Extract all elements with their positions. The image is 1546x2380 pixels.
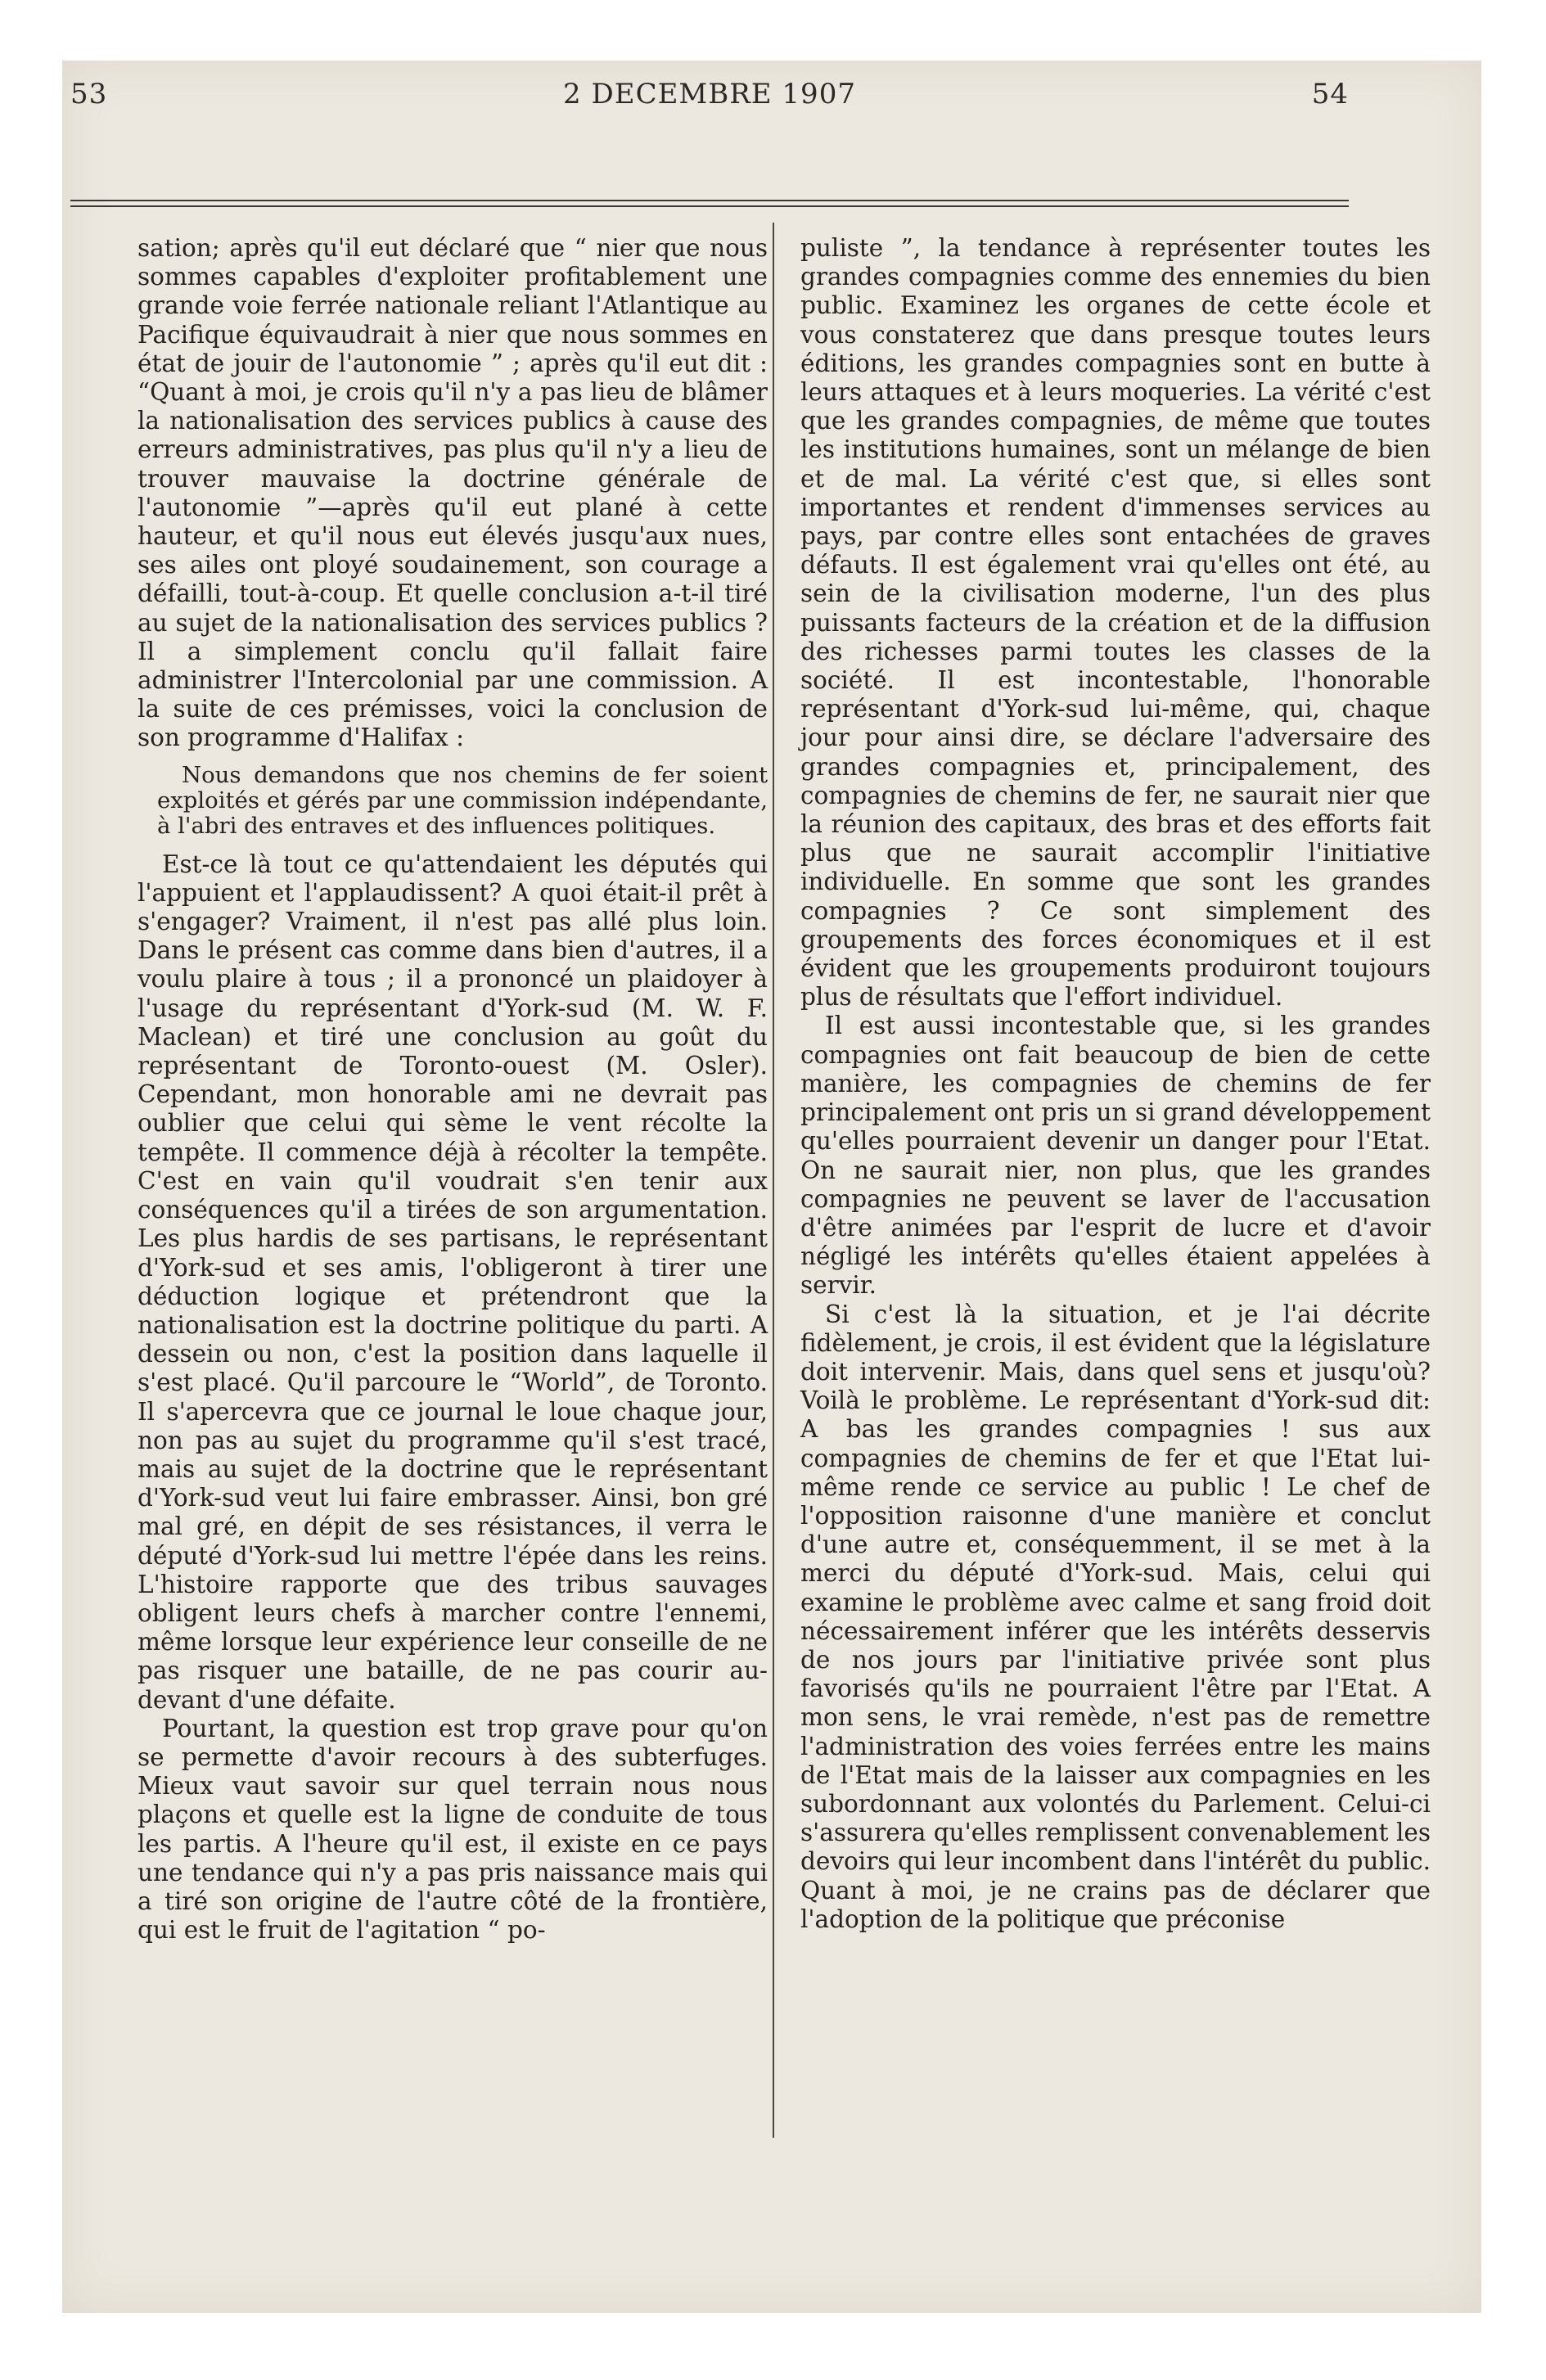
header-rule-top	[70, 200, 1349, 201]
left-page-number: 53	[70, 78, 108, 110]
right-page-number: 54	[1311, 78, 1349, 110]
right-paragraph-1: puliste ”, la tendance à représenter toutes les grandes compagnies comme des ennemies du bien public. Examinez les organes de cette école et vous constaterez que dans presque toutes leurs éditions, les grandes compagnies sont en butte à leurs attaques et à leurs moqueries. La vérité c'est que les grandes compagnies, de même que toutes les institutions humaines, sont un mélange de bien et de mal. La vérité c'est que, si elles sont importantes et rendent d'immenses services au pays, par contre elles sont entachées de graves défauts. Il est également vrai qu'elles ont été, au sein de la civilisation moderne, l'un des plus puissants facteurs de la création et de la diffusion des richesses parmi toutes les classes de la société. Il est incontestable, l'honorable représentant d'York-sud lui-même, qui, chaque jour pour ainsi dire, se déclare l'adversaire des grandes compagnies et, principalement, des compagnies de chemins de fer, ne saurait nier que la réunion des capitaux, des bras et des efforts fait plus que ne saurait accomplir l'initiative individuelle. En somme que sont les grandes compagnies ? Ce sont simplement des groupements des forces économiques et il est évident que les groupements produiront toujours plus de résultats que l'effort individuel.	[800, 234, 1431, 1012]
column-divider	[773, 223, 774, 2138]
right-paragraph-2: Il est aussi incontestable que, si les grandes compagnies ont fait beaucoup de bien de cette manière, les compagnies de chemins de fer principalement ont pris un si grand développement qu'elles pourraient devenir un danger pour l'Etat. On ne saurait nier, non plus, que les grandes compagnies ne peuvent se laver de l'accusation d'être animées par l'esprit de lucre et d'avoir négligé les intérêts qu'elles étaient appelées à servir.	[800, 1012, 1431, 1300]
page-date-title: 2 DECEMBRE 1907	[563, 78, 856, 110]
header-rule-bottom	[70, 205, 1349, 207]
left-column	[137, 234, 768, 1945]
right-paragraph-3: Si c'est là la situation, et je l'ai décrite fidèlement, je crois, il est évident que la législature doit intervenir. Mais, dans quel sens et jusqu'où? Voilà le problème. Le représentant d'York-sud dit: A bas les grandes compagnies ! sus aux compagnies de chemins de fer et que l'Etat lui-même rende ce service au public ! Le chef de l'opposition raisonne d'une manière et conclut d'une autre et, conséquemment, il se met à la merci du député d'York-sud. Mais, celui qui examine le problème avec calme et sang froid doit nécessairement inférer que les intérêts desservis de nos jours par l'initiative privée sont plus favorisés qu'ils ne pourraient l'être par l'Etat. A mon sens, le vrai remède, n'est pas de remettre l'administration des voies ferrées entre les mains de l'Etat mais de la laisser aux compagnies en les subordonnant aux volontés du Parlement. Celui-ci s'assurera qu'elles remplissent convenablement les devoirs qui leur incombent dans l'intérêt du public. Quant à moi, je ne crains pas de déclarer que l'adoption de la politique que préconise	[800, 1300, 1431, 1933]
block-quote: Nous demandons que nos chemins de fer soient exploités et gérés par une commission indépendante, à l'abri des entraves et des influences politiques.	[157, 761, 768, 839]
page-header	[70, 78, 1349, 135]
right-column	[800, 234, 1431, 1934]
left-paragraph-1: sation; après qu'il eut déclaré que “ nier que nous sommes capables d'exploiter profitablement une grande voie ferrée nationale reliant l'Atlantique au Pacifique équivaudrait à nier que nous sommes en état de jouir de l'autonomie ” ; après qu'il eut dit : “Quant à moi, je crois qu'il n'y a pas lieu de blâmer la nationalisation des services publics à cause des erreurs administratives, pas plus qu'il n'y a lieu de trouver mauvaise la doctrine générale de l'autonomie ”—après qu'il eut plané à cette hauteur, et qu'il nous eut élevés jusqu'aux nues, ses ailes ont ployé soudainement, son courage a défailli, tout-à-coup. Et quelle conclusion a-t-il tiré au sujet de la nationalisation des services publics ? Il a simplement conclu qu'il fallait faire administrer l'Intercolonial par une commission. A la suite de ces prémisses, voici la conclusion de son programme d'Halifax :	[137, 234, 768, 752]
left-paragraph-3: Pourtant, la question est trop grave pour qu'on se permette d'avoir recours à des subterfuges. Mieux vaut savoir sur quel terrain nous nous plaçons et quelle est la ligne de conduite de tous les partis. A l'heure qu'il est, il existe en ce pays une tendance qui n'y a pas pris naissance mais qui a tiré son origine de l'autre côté de la frontière, qui est le fruit de l'agitation “ po-	[137, 1714, 768, 1945]
left-paragraph-2: Est-ce là tout ce qu'attendaient les députés qui l'appuient et l'applaudissent? A quoi était-il prêt à s'engager? Vraiment, il n'est pas allé plus loin. Dans le présent cas comme dans bien d'autres, il a voulu plaire à tous ; il a prononcé un plaidoyer à l'usage du représentant d'York-sud (M. W. F. Maclean) et tiré une conclusion au goût du représentant de Toronto-ouest (M. Osler). Cependant, mon honorable ami ne devrait pas oublier que celui qui sème le vent récolte la tempête. Il commence déjà à récolter la tempête. C'est en vain qu'il voudrait s'en tenir aux conséquences qu'il a tirées de son argumentation. Les plus hardis de ses partisans, le représentant d'York-sud et ses amis, l'obligeront à tirer une déduction logique et prétendront que la nationalisation est la doctrine politique du parti. A dessein ou non, c'est la position dans laquelle il s'est placé. Qu'il parcoure le “World”, de Toronto. Il s'apercevra que ce journal le loue chaque jour, non pas au sujet du programme qu'il s'est tracé, mais au sujet de la doctrine que le représentant d'York-sud veut lui faire embrasser. Ainsi, bon gré mal gré, en dépit de ses résistances, il verra le député d'York-sud lui mettre l'épée dans les reins. L'histoire rapporte que des tribus sauvages obligent leurs chefs à marcher contre l'ennemi, même lorsque leur expérience leur conseille de ne pas risquer une bataille, de ne pas courir au-devant d'une défaite.	[137, 850, 768, 1714]
